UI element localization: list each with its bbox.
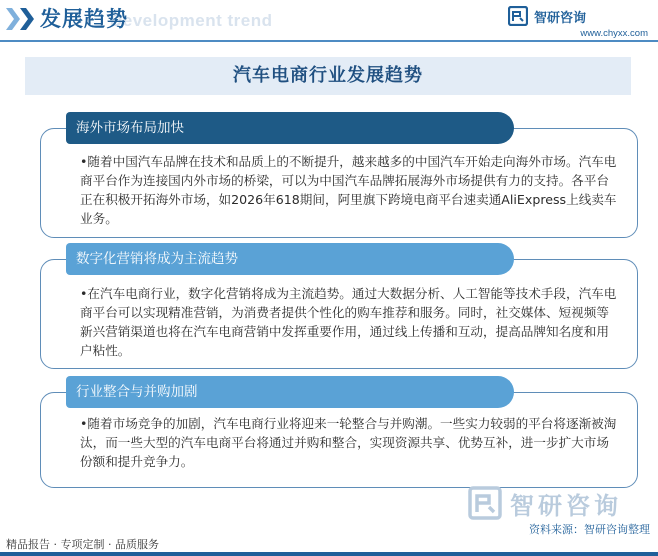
section-overseas-market xyxy=(40,112,638,240)
section-body: •随着市场竞争的加剧，汽车电商行业将迎来一轮整合与并购潮。一些实力较弱的平台将逐渐被淘汰，而一些大型的汽车电商平台将通过并购和整合，实现资源共享、优势互补，进一步扩大市场份额和提升竞争力。 xyxy=(80,416,617,469)
header xyxy=(0,0,658,40)
footer-tagline: 精品报告 · 专项定制 · 品质服务 xyxy=(6,538,159,551)
section-body: •随着中国汽车品牌在技术和品质上的不断提升，越来越多的中国汽车开始走向海外市场。汽车电商平台作为连接国内外市场的桥梁，可以为中国汽车品牌拓展海外市场提供有力的支持。各平台正在积极开拓海外市场，如2026年618期间，阿里旗下跨境电商平台速卖通AliExpress上线卖车业务。 xyxy=(80,154,617,226)
header-divider xyxy=(0,40,658,42)
section-consolidation xyxy=(40,376,638,488)
footer-brand xyxy=(468,486,658,522)
bottom-bar xyxy=(0,552,658,556)
header-watermark: Development trend xyxy=(110,11,273,30)
brand-logo-icon xyxy=(468,486,502,520)
page-title: 汽车电商行业发展趋势 xyxy=(25,57,631,95)
brand-name: 智研咨询 xyxy=(534,11,587,26)
section-heading: 行业整合与并购加剧 xyxy=(66,376,514,408)
brand-logo-icon xyxy=(508,6,528,26)
section-heading: 数字化营销将成为主流趋势 xyxy=(66,243,514,275)
chevron-right-icon xyxy=(20,8,34,30)
source-note: 资料来源：智研咨询整理 xyxy=(529,523,650,536)
page-section-title: 发展趋势 xyxy=(40,7,128,31)
section-digital-marketing xyxy=(40,243,638,371)
footer-brand-name: 智研咨询 xyxy=(510,492,622,520)
section-body: •在汽车电商行业，数字化营销将成为主流趋势。通过大数据分析、人工智能等技术手段，汽车电商平台可以实现精准营销，为消费者提供个性化的购车推荐和服务。同时，社交媒体、短视频等新兴营销渠道也将在汽车电商营销中发挥重要作用，通过线上传播和互动，提高品牌知名度和用户粘性。 xyxy=(80,286,617,358)
chevron-right-icon xyxy=(6,8,20,30)
brand xyxy=(508,5,648,39)
brand-url: www.chyxx.com xyxy=(580,28,648,39)
section-heading: 海外市场布局加快 xyxy=(66,112,514,144)
